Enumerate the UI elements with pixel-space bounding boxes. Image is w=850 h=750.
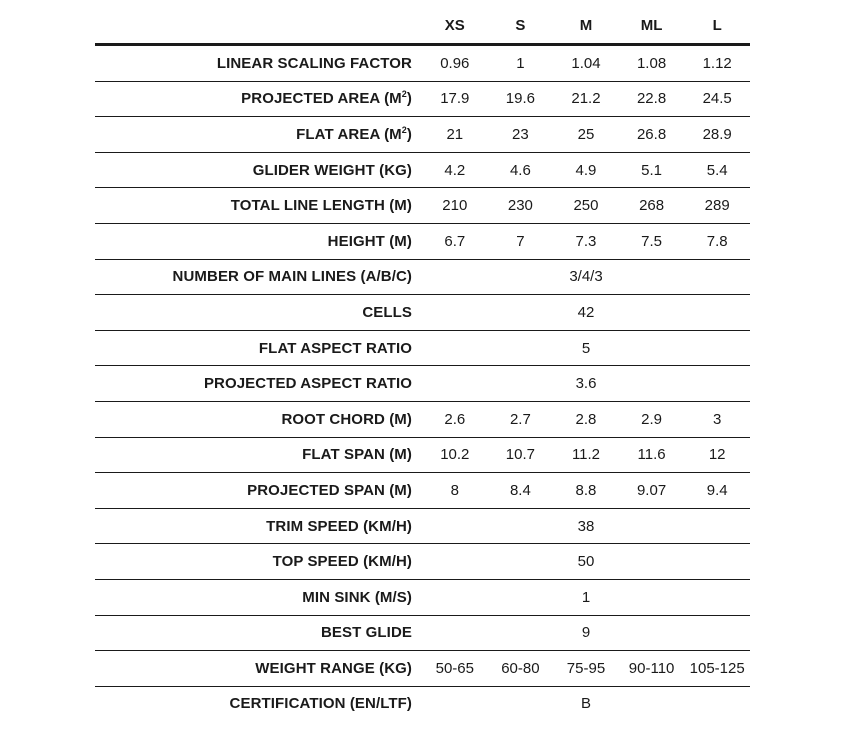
table-cell: 6.7 <box>422 223 488 259</box>
row-label-text: CERTIFICATION (EN/LTF) <box>229 695 412 713</box>
table-cell: 28.9 <box>684 117 750 153</box>
table-cell: 4.6 <box>488 152 554 188</box>
table-row <box>95 651 750 687</box>
table-cell-spanning: 42 <box>422 295 750 331</box>
table-cell-spanning: 3/4/3 <box>422 259 750 295</box>
table-cell: 7.5 <box>619 223 685 259</box>
size-header-ml: ML <box>619 8 685 45</box>
table-cell: 5.4 <box>684 152 750 188</box>
table-cell: 2.6 <box>422 401 488 437</box>
row-label <box>95 686 422 721</box>
row-label <box>95 473 422 509</box>
table-cell: 8 <box>422 473 488 509</box>
row-label-text: PROJECTED ASPECT RATIO <box>203 375 412 393</box>
table-row <box>95 152 750 188</box>
header-label-cell <box>95 8 422 45</box>
table-row <box>95 401 750 437</box>
table-cell: 17.9 <box>422 81 488 117</box>
table-row <box>95 330 750 366</box>
table-cell: 21.2 <box>553 81 619 117</box>
table-row <box>95 686 750 721</box>
table-cell: 4.9 <box>553 152 619 188</box>
table-row <box>95 81 750 117</box>
table-cell: 268 <box>619 188 685 224</box>
size-header-l: L <box>684 8 750 45</box>
row-label <box>95 45 422 82</box>
row-label-text: ROOT CHORD (M) <box>281 410 412 428</box>
row-label-text: WEIGHT RANGE (KG) <box>255 659 412 677</box>
table-cell: 8.8 <box>553 473 619 509</box>
table-cell: 8.4 <box>488 473 554 509</box>
table-cell: 11.6 <box>619 437 685 473</box>
table-row <box>95 117 750 153</box>
row-label <box>95 437 422 473</box>
table-cell: 24.5 <box>684 81 750 117</box>
table-cell: 2.8 <box>553 401 619 437</box>
row-label-text: CELLS <box>362 303 412 321</box>
row-label <box>95 81 422 117</box>
table-row <box>95 188 750 224</box>
row-label <box>95 615 422 651</box>
table-cell: 9.4 <box>684 473 750 509</box>
table-cell: 289 <box>684 188 750 224</box>
table-cell: 1 <box>488 45 554 82</box>
table-cell: 1.04 <box>553 45 619 82</box>
row-label <box>95 295 422 331</box>
table-cell-spanning: 50 <box>422 544 750 580</box>
table-row <box>95 473 750 509</box>
row-label <box>95 259 422 295</box>
table-cell: 21 <box>422 117 488 153</box>
table-cell: 75-95 <box>553 651 619 687</box>
table-cell: 105-125 <box>684 651 750 687</box>
table-cell: 230 <box>488 188 554 224</box>
table-row <box>95 295 750 331</box>
row-label-superscript: 2 <box>401 89 407 100</box>
table-cell: 1.08 <box>619 45 685 82</box>
table-cell-spanning: 38 <box>422 508 750 544</box>
size-header-s: S <box>488 8 554 45</box>
row-label <box>95 152 422 188</box>
table-cell: 11.2 <box>553 437 619 473</box>
row-label-text: MIN SINK (M/S) <box>302 588 412 606</box>
table-cell-spanning: 9 <box>422 615 750 651</box>
row-label-text: PROJECTED AREA (M <box>241 90 402 108</box>
table-cell: 12 <box>684 437 750 473</box>
table-cell: 0.96 <box>422 45 488 82</box>
row-label <box>95 188 422 224</box>
table-cell-spanning: B <box>580 695 591 713</box>
row-label-suffix: ) <box>406 125 412 143</box>
table-row <box>95 437 750 473</box>
spec-table <box>95 8 750 721</box>
table-cell-spanning: 3.6 <box>422 366 750 402</box>
size-header-xs: XS <box>422 8 488 45</box>
table-row <box>95 579 750 615</box>
table-cell: 10.2 <box>422 437 488 473</box>
row-label <box>95 223 422 259</box>
table-cell: 250 <box>553 188 619 224</box>
table-cell: 3 <box>684 401 750 437</box>
table-row <box>95 259 750 295</box>
table-cell: 7 <box>488 223 554 259</box>
table-row <box>95 615 750 651</box>
row-label-text: TOTAL LINE LENGTH (M) <box>230 197 412 215</box>
row-label <box>95 651 422 687</box>
header-row <box>95 8 750 45</box>
row-label-text: TRIM SPEED (KM/H) <box>266 517 412 535</box>
table-cell: 7.3 <box>553 223 619 259</box>
table-cell: 23 <box>488 117 554 153</box>
size-header-m: M <box>553 8 619 45</box>
table-cell: 90-110 <box>619 651 685 687</box>
table-cell-spanning: 1 <box>422 579 750 615</box>
table-cell: 2.9 <box>619 401 685 437</box>
row-label-text: TOP SPEED (KM/H) <box>272 553 412 571</box>
row-label <box>95 117 422 153</box>
table-cell: 9.07 <box>619 473 685 509</box>
table-cell: 50-65 <box>422 651 488 687</box>
table-cell: 19.6 <box>488 81 554 117</box>
table-row <box>95 508 750 544</box>
row-label <box>95 330 422 366</box>
table-row <box>95 223 750 259</box>
table-cell: 1.12 <box>684 45 750 82</box>
table-cell: 60-80 <box>488 651 554 687</box>
row-label <box>95 366 422 402</box>
row-label-text: FLAT ASPECT RATIO <box>258 339 412 357</box>
row-label-text: FLAT SPAN (M) <box>302 446 412 464</box>
row-label-text: GLIDER WEIGHT (KG) <box>252 161 412 179</box>
table-cell: 2.7 <box>488 401 554 437</box>
row-label-text: BEST GLIDE <box>320 624 412 642</box>
row-label <box>95 508 422 544</box>
table-cell: 5.1 <box>619 152 685 188</box>
table-cell-spanning: 5 <box>422 330 750 366</box>
table-header <box>95 8 750 45</box>
table-cell: 25 <box>553 117 619 153</box>
row-label-superscript: 2 <box>401 124 407 135</box>
row-label-text: NUMBER OF MAIN LINES (A/B/C) <box>172 268 412 286</box>
table-row <box>95 45 750 82</box>
row-label <box>95 401 422 437</box>
table-body <box>95 45 750 722</box>
row-label <box>95 579 422 615</box>
table-cell: 22.8 <box>619 81 685 117</box>
row-label-text: PROJECTED SPAN (M) <box>247 481 412 499</box>
table-cell: 26.8 <box>619 117 685 153</box>
table-row <box>95 544 750 580</box>
row-label <box>95 544 422 580</box>
table-row <box>95 366 750 402</box>
row-label-suffix: ) <box>406 90 412 108</box>
row-label-text: LINEAR SCALING FACTOR <box>216 54 412 72</box>
table-cell: 4.2 <box>422 152 488 188</box>
table-cell: 7.8 <box>684 223 750 259</box>
row-label-text: FLAT AREA (M <box>296 125 402 143</box>
table-cell: 210 <box>422 188 488 224</box>
table-cell: 10.7 <box>488 437 554 473</box>
row-label-text: HEIGHT (M) <box>327 232 412 250</box>
